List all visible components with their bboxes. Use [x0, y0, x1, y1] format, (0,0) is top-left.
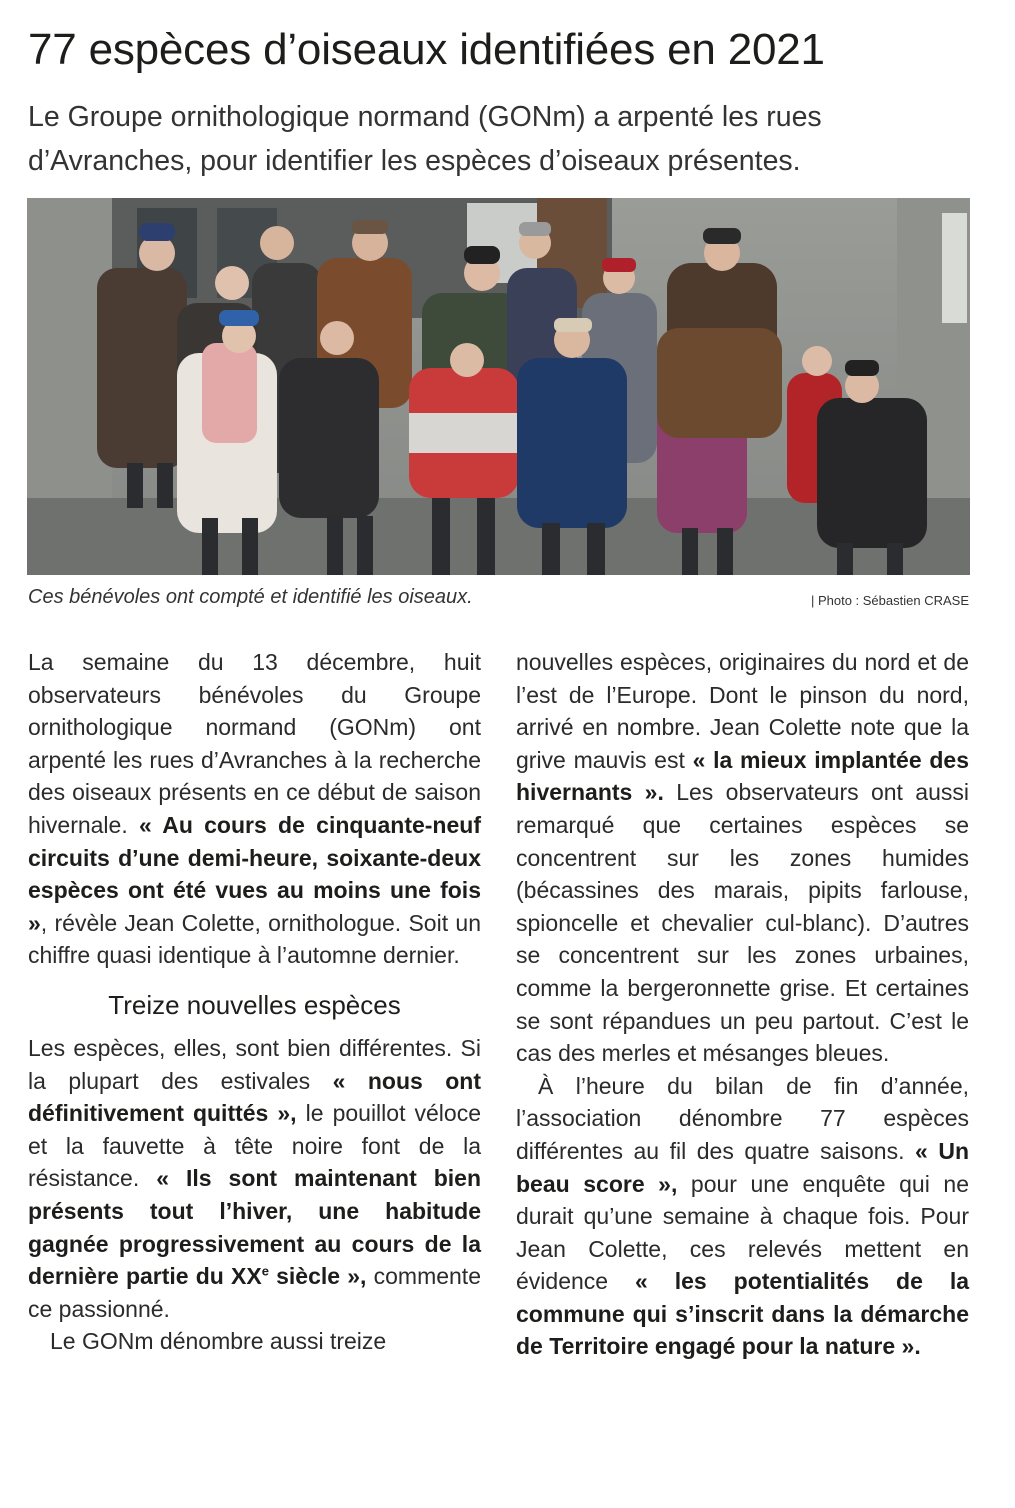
quote-text: « Ils sont maintenant bien présents tout l’hiver, une habitude gagnée progressivement au cours de la dernière partie du XX	[28, 1165, 482, 1290]
photo-credit: | Photo : Sébastien CRASE	[810, 593, 969, 608]
quote-text: siècle »,	[268, 1263, 367, 1290]
text-run: pour une enquête qui ne durait qu’une semaine à chaque fois. Pour Jean Colette, ces relevés mettent en évidence	[516, 1170, 969, 1295]
quote: « nous ont définitivement quittés »,	[28, 1067, 481, 1127]
text-run: La semaine du 13 décembre, huit observateurs bénévoles du Groupe ornithologique normand (GONm) ont arpenté les rues d’Avranches à la recherche des oiseaux présents en ce début de saison hivernale.	[28, 649, 481, 838]
quote: « la mieux implantée des hivernants ».	[516, 746, 969, 806]
text-run: commente ce passionné.	[28, 1263, 481, 1322]
text-run: Les observateurs ont aussi remarqué que certaines espèces se concentrent sur les zones humides (bécassines des marais, pipits farlouse, spioncelle et chevalier cul-blanc). D’autres se concentrent sur les zones urbaines, comme la bergeronnette grise. Et certaines se sont répandues un peu partout. C’est le cas des merles et mésanges bleues.	[516, 779, 969, 1067]
paragraph-1	[28, 646, 481, 972]
text-run: , révèle Jean Colette, ornithologue. Soit un chiffre quasi identique à l’automne dernier.	[28, 909, 481, 969]
text-run: le pouillot véloce et la fauvette à tête noire font de la résistance.	[28, 1100, 481, 1192]
subheading: Treize nouvelles espèces	[108, 989, 401, 1020]
paragraph-3: Le GONm dénombre aussi treize	[50, 1328, 387, 1355]
article-column-2	[516, 646, 969, 1363]
text-run: nouvelles espèces, originaires du nord et de l’est de l’Europe. Dont le pinson du nord, arrivé en nombre. Jean Colette note que la grive mauvis est	[516, 649, 969, 773]
superscript: e	[261, 1263, 269, 1279]
quote: « Un beau score »,	[516, 1137, 969, 1197]
paragraph-5	[516, 1070, 969, 1363]
group-photo	[27, 198, 970, 575]
quote: « les potentialités de la commune qui s’inscrit dans la démarche de Territoire engagé pour la nature ».	[516, 1268, 970, 1360]
headline: 77 espèces d’oiseaux identifiées en 2021	[28, 25, 825, 74]
paragraph-4	[516, 646, 969, 1070]
photo-caption: Ces bénévoles ont compté et identifié les oiseaux.	[28, 586, 473, 608]
text-run: À l’heure du bilan de fin d’année, l’association dénombre 77 espèces différentes au fil des quatre saisons.	[516, 1072, 969, 1164]
standfirst: Le Groupe ornithologique normand (GONm) a arpenté les rues d’Avranches, pour identifier les espèces d’oiseaux présentes.	[28, 101, 822, 177]
paragraph-2	[28, 1032, 481, 1325]
text-run: Les espèces, elles, sont bien différentes. Si la plupart des estivales	[28, 1034, 481, 1094]
group-photo-illustration	[27, 198, 970, 575]
quote: « Au cours de cinquante-neuf circuits d’une demi-heure, soixante-deux espèces ont été vues au moins une fois »	[28, 811, 481, 936]
article-column-1	[28, 646, 481, 1358]
